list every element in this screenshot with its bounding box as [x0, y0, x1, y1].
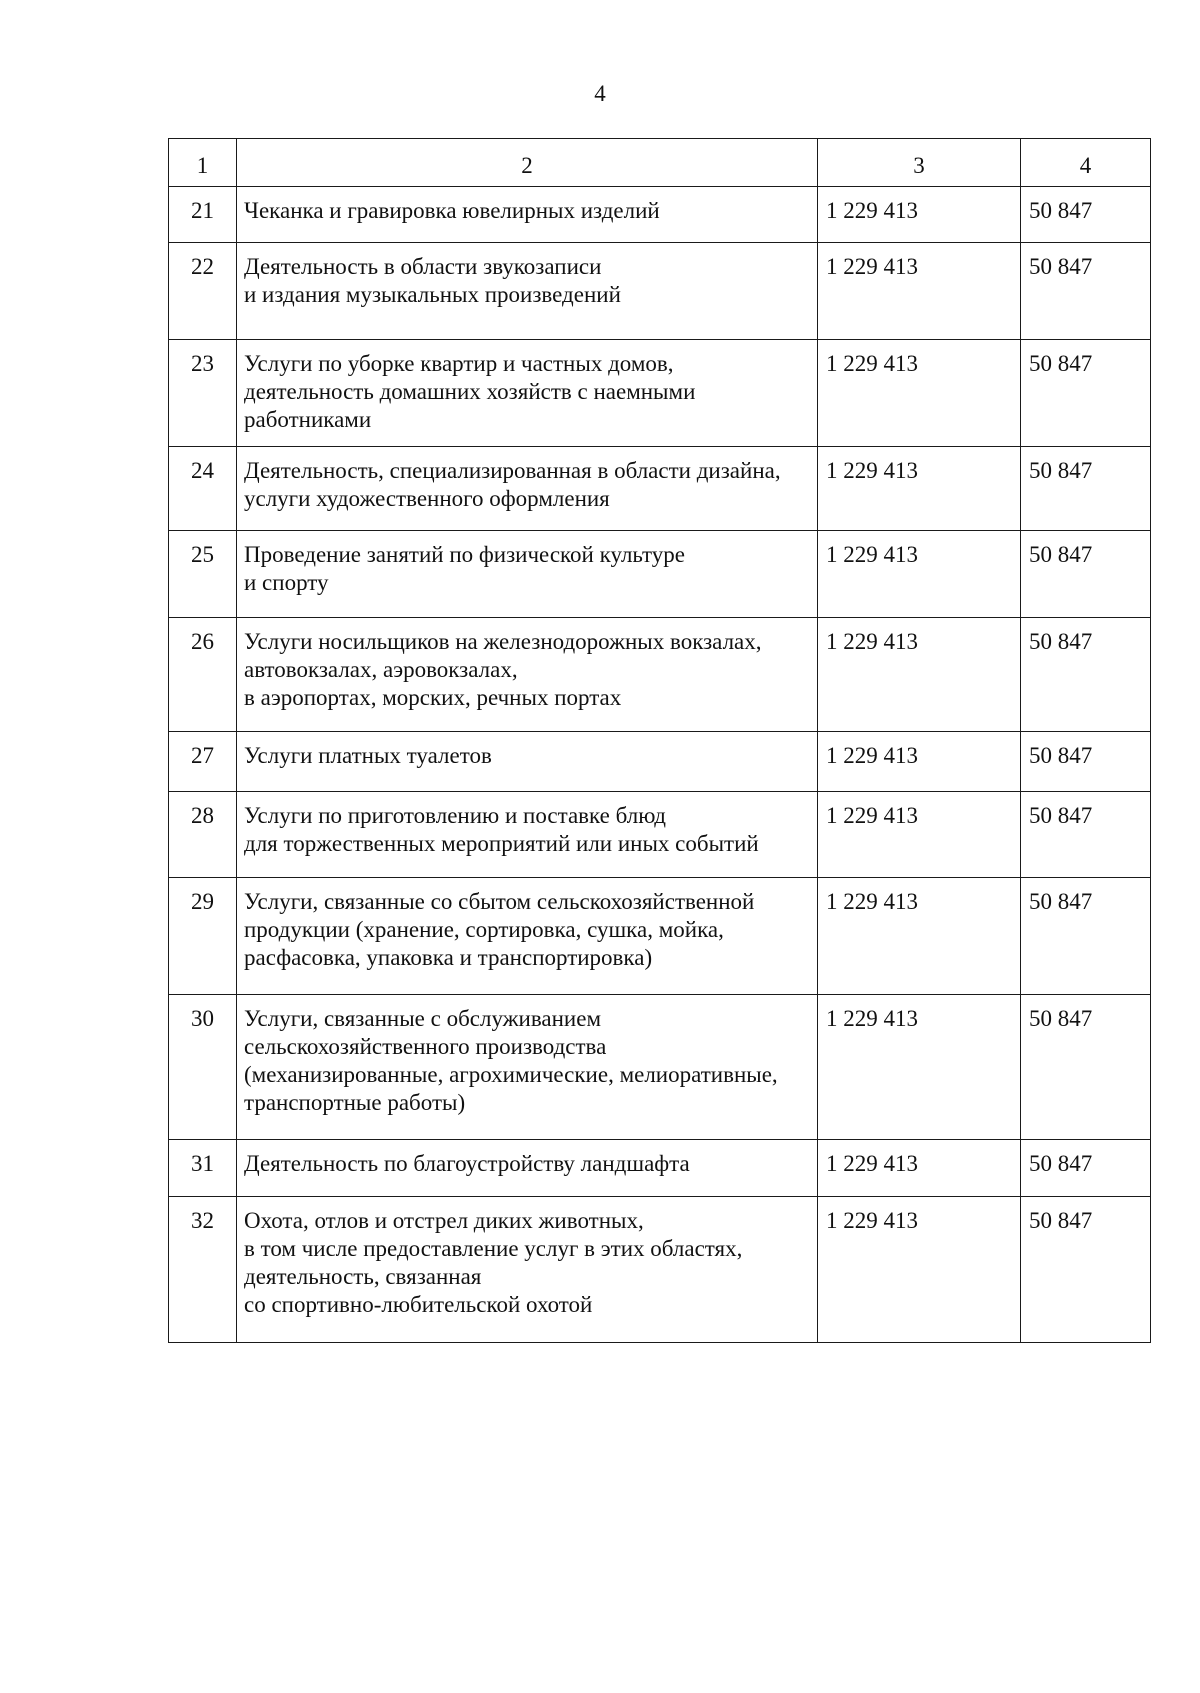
table-row: [169, 1197, 1151, 1343]
value-col-4: 50 847: [1021, 878, 1151, 995]
activity-name: Услуги по уборке квартир и частных домов, деятельность домашних хозяйств с наемными работниками: [237, 340, 818, 447]
value-col-4: 50 847: [1021, 187, 1151, 243]
value-col-4: 50 847: [1021, 792, 1151, 878]
table-row: [169, 340, 1151, 447]
table-row: [169, 1140, 1151, 1197]
page-number: 4: [594, 81, 606, 106]
value-col-4: 50 847: [1021, 995, 1151, 1140]
activity-name: Услуги, связанные с обслуживанием сельскохозяйственного производства (механизированные, агрохимические, мелиоративные, транспортные работы): [237, 995, 818, 1140]
table-row: [169, 878, 1151, 995]
value-col-4: 50 847: [1021, 618, 1151, 732]
value-col-4: 50 847: [1021, 732, 1151, 792]
row-number: 29: [169, 878, 237, 995]
row-number: 26: [169, 618, 237, 732]
value-col-3: 1 229 413: [818, 1140, 1021, 1197]
value-col-4: 50 847: [1021, 340, 1151, 447]
table-row: [169, 732, 1151, 792]
activity-name: Услуги носильщиков на железнодорожных вокзалах, автовокзалах, аэровокзалах, в аэропортах, морских, речных портах: [237, 618, 818, 732]
value-col-4: 50 847: [1021, 1197, 1151, 1343]
value-col-4: 50 847: [1021, 531, 1151, 618]
table-header-row: [169, 139, 1151, 187]
value-col-3: 1 229 413: [818, 187, 1021, 243]
header-col-4: 4: [1021, 139, 1151, 187]
value-col-3: 1 229 413: [818, 995, 1021, 1140]
header-col-1: 1: [169, 139, 237, 187]
header-col-2: 2: [237, 139, 818, 187]
value-col-3: 1 229 413: [818, 878, 1021, 995]
row-number: 23: [169, 340, 237, 447]
value-col-3: 1 229 413: [818, 447, 1021, 531]
value-col-3: 1 229 413: [818, 792, 1021, 878]
table-row: [169, 531, 1151, 618]
value-col-4: 50 847: [1021, 1140, 1151, 1197]
value-col-4: 50 847: [1021, 447, 1151, 531]
table-row: [169, 792, 1151, 878]
activity-name: Охота, отлов и отстрел диких животных, в том числе предоставление услуг в этих областях, деятельность, связанная со спортивно-любительской охотой: [237, 1197, 818, 1343]
value-col-3: 1 229 413: [818, 243, 1021, 340]
row-number: 31: [169, 1140, 237, 1197]
activity-name: Проведение занятий по физической культуре и спорту: [237, 531, 818, 618]
activity-name: Деятельность в области звукозаписи и издания музыкальных произведений: [237, 243, 818, 340]
table-row: [169, 995, 1151, 1140]
table-row: [169, 243, 1151, 340]
table-row: [169, 618, 1151, 732]
tariff-table: [168, 138, 1151, 1343]
activity-name: Услуги по приготовлению и поставке блюд для торжественных мероприятий или иных событий: [237, 792, 818, 878]
row-number: 28: [169, 792, 237, 878]
value-col-3: 1 229 413: [818, 340, 1021, 447]
header-col-3: 3: [818, 139, 1021, 187]
row-number: 21: [169, 187, 237, 243]
activity-name: Услуги, связанные со сбытом сельскохозяйственной продукции (хранение, сортировка, сушка, мойка, расфасовка, упаковка и транспортировка): [237, 878, 818, 995]
activity-name: Чеканка и гравировка ювелирных изделий: [237, 187, 818, 243]
value-col-3: 1 229 413: [818, 618, 1021, 732]
row-number: 27: [169, 732, 237, 792]
row-number: 30: [169, 995, 237, 1140]
activity-name: Деятельность по благоустройству ландшафта: [237, 1140, 818, 1197]
value-col-4: 50 847: [1021, 243, 1151, 340]
row-number: 24: [169, 447, 237, 531]
row-number: 22: [169, 243, 237, 340]
table-row: [169, 187, 1151, 243]
row-number: 25: [169, 531, 237, 618]
value-col-3: 1 229 413: [818, 1197, 1021, 1343]
activity-name: Деятельность, специализированная в области дизайна, услуги художественного оформления: [237, 447, 818, 531]
table-row: [169, 447, 1151, 531]
row-number: 32: [169, 1197, 237, 1343]
value-col-3: 1 229 413: [818, 732, 1021, 792]
value-col-3: 1 229 413: [818, 531, 1021, 618]
activity-name: Услуги платных туалетов: [237, 732, 818, 792]
